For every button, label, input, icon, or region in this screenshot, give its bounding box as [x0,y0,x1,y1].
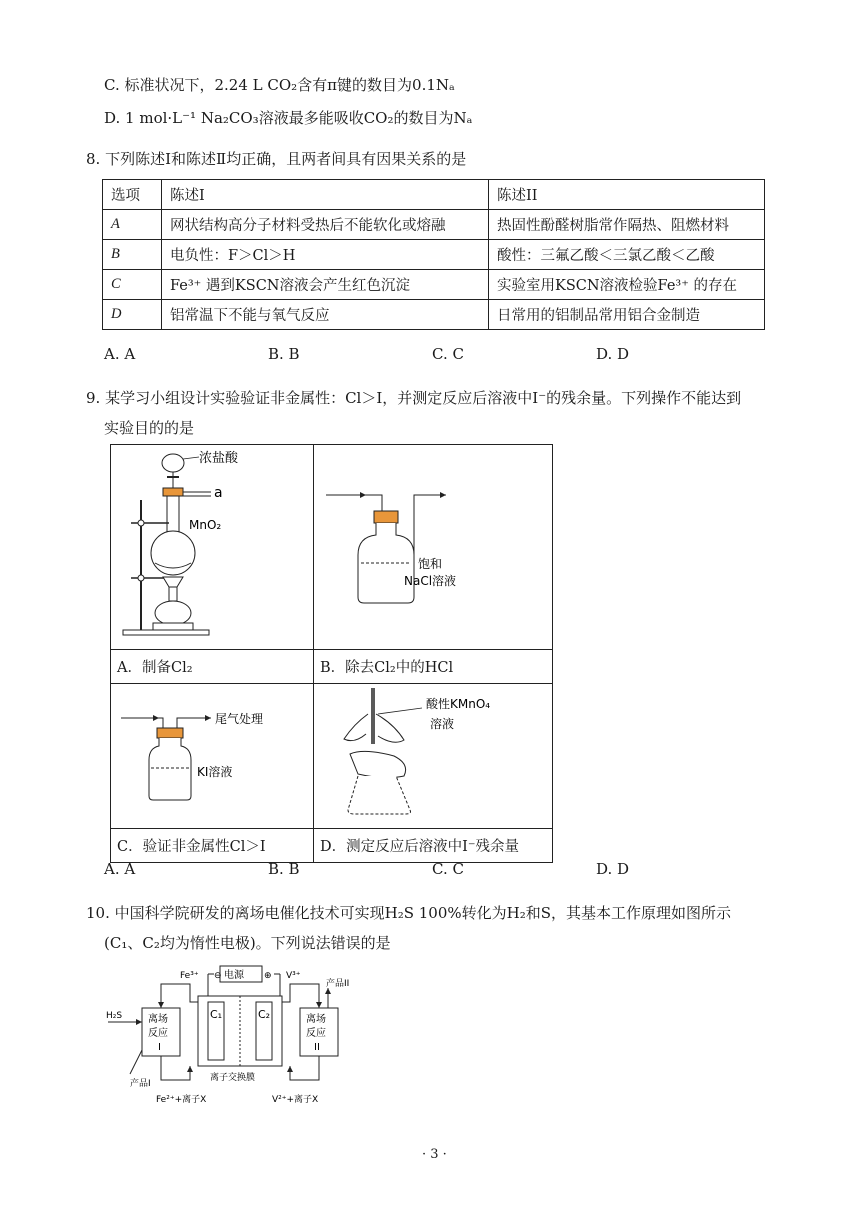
q8-choice-a[interactable]: A. A [104,345,136,363]
label-kmno4: 酸性KMnO₄ [426,697,491,711]
label-membrane: 离子交换膜 [210,1073,256,1083]
label-c2: C₂ [258,1008,271,1021]
row-statement-2: 实验室用KSCN溶液检验Fe³⁺ 的存在 [489,270,765,300]
table-row [103,210,765,240]
label-kmno4-solution: 溶液 [430,717,455,731]
svg-text:⊖: ⊖ [214,971,222,981]
label-product1: 产品I [130,1079,151,1089]
label-v3: V³⁺ [286,971,301,981]
q9-choice-c[interactable]: C. C [432,860,464,878]
label-fe3: Fe³⁺ [180,971,199,981]
row-option: A [103,210,162,240]
q8-choice-d[interactable]: D. D [596,345,630,363]
gas-wash-bottle-ki [111,684,313,824]
label-fe2: Fe²⁺+离子X [156,1095,207,1105]
label-tail-gas: 尾气处理 [215,712,264,726]
q9-figure-table [110,444,553,863]
header-statement-1: 陈述I [162,180,489,210]
caption-d: D．测定反应后溶液中I⁻残余量 [314,829,553,863]
label-product2: 产品II [326,979,350,989]
q10-stem-line2: (C₁、C₂均为惰性电极)。下列说法错误的是 [104,934,391,952]
table-header-row [103,180,765,210]
row-statement-1: Fe³⁺ 遇到KSCN溶液会产生红色沉淀 [162,270,489,300]
label-c1: C₁ [210,1008,223,1021]
label-reactor1-b: 反应 [148,1028,168,1039]
q10-stem-line1: 10. 中国科学院研发的离场电催化技术可实现H₂S 100%转化为H₂和S，其基本工作原理如图所示 [86,904,732,922]
row-statement-1: 铝常温下不能与氧气反应 [162,300,489,330]
q8-choice-c[interactable]: C. C [432,345,464,363]
label-reactor2-a: 离场 [306,1014,326,1025]
label-reactor1-c: I [158,1042,161,1053]
label-ki-solution: KI溶液 [197,765,233,779]
q9-choice-d[interactable]: D. D [596,860,630,878]
table-row [103,240,765,270]
page-number: · 3 · [422,1147,447,1162]
q9-choice-b[interactable]: B. B [268,860,300,878]
svg-text:⊕: ⊕ [264,971,272,981]
label-h2s: H₂S [106,1011,123,1021]
chlorine-generator-apparatus [111,445,313,645]
q8-choice-b[interactable]: B. B [268,345,300,363]
electrocatalysis-diagram [100,962,380,1112]
q8-table [102,179,765,330]
caption-c: C．验证非金属性Cl＞I [111,829,314,863]
row-statement-1: 网状结构高分子材料受热后不能软化或熔融 [162,210,489,240]
label-reactor2-c: II [314,1042,320,1053]
q9-stem-line1: 9. 某学习小组设计实验验证非金属性：Cl＞I，并测定反应后溶液中I⁻的残余量。下列操作不能达到 [86,389,742,407]
gas-wash-bottle-nacl [314,445,552,645]
caption-b: B．除去Cl₂中的HCl [314,650,553,684]
row-option: B [103,240,162,270]
label-v2: V²⁺+离子X [272,1095,319,1105]
label-power: 电源 [224,970,244,981]
header-statement-2: 陈述II [489,180,765,210]
q7-option-c: C. 标准状况下，2.24 L CO₂含有π键的数目为0.1Nₐ [104,76,455,94]
figure-c-cell [111,684,314,829]
label-reactor2-b: 反应 [306,1028,326,1039]
q9-choice-a[interactable]: A. A [104,860,136,878]
table-row [103,300,765,330]
figure-a-cell [111,445,314,650]
row-statement-2: 热固性酚醛树脂常作隔热、阻燃材料 [489,210,765,240]
row-option: C [103,270,162,300]
table-row [103,270,765,300]
q8-stem: 8. 下列陈述Ⅰ和陈述Ⅱ均正确，且两者间具有因果关系的是 [86,150,467,168]
label-a: a [214,485,223,501]
q7-option-d: D. 1 mol·L⁻¹ Na₂CO₃溶液最多能吸收CO₂的数目为Nₐ [104,109,473,127]
figure-b-cell [314,445,553,650]
row-statement-1: 电负性：F＞Cl＞H [162,240,489,270]
label-nacl-solution: NaCl溶液 [404,574,457,588]
row-option: D [103,300,162,330]
label-reactor1-a: 离场 [148,1014,168,1025]
figure-d-cell [314,684,553,829]
titration-apparatus [314,684,552,824]
row-statement-2: 酸性：三氟乙酸＜三氯乙酸＜乙酸 [489,240,765,270]
label-mno2: MnO₂ [189,518,222,532]
q9-stem-line2: 实验目的的是 [104,419,195,437]
label-conc-hcl: 浓盐酸 [199,451,239,466]
label-saturated: 饱和 [418,557,443,571]
caption-a: A．制备Cl₂ [111,650,314,684]
row-statement-2: 日常用的铝制品常用铝合金制造 [489,300,765,330]
header-option: 选项 [103,180,162,210]
